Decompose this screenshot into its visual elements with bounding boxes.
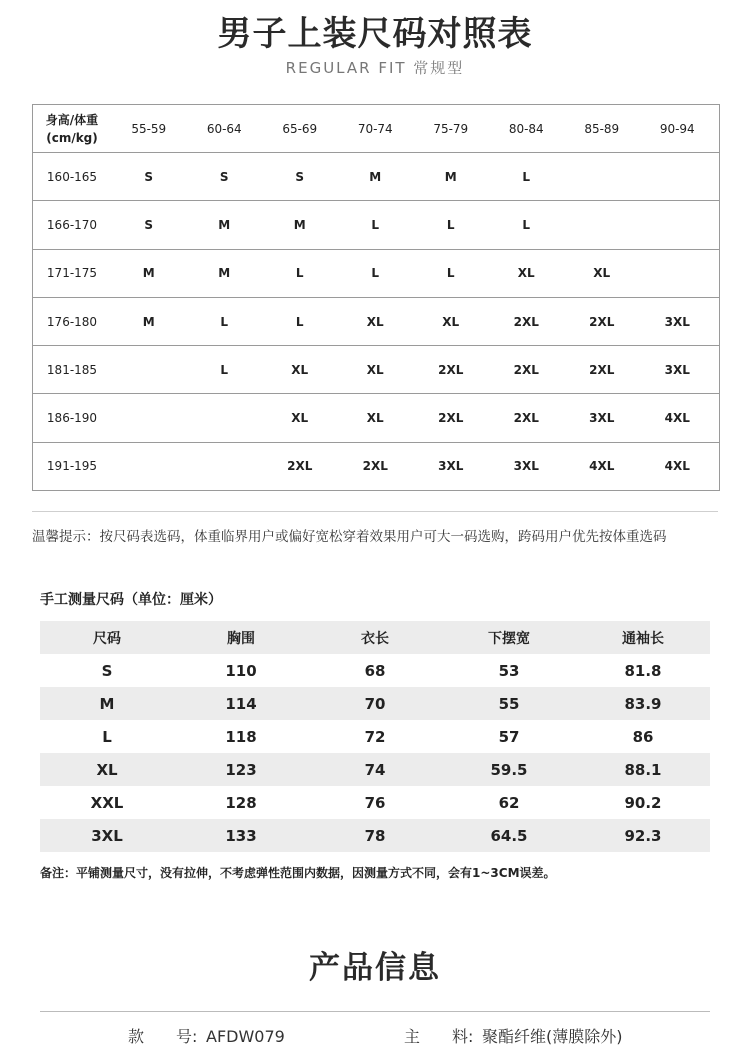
measurement-row [40, 720, 710, 753]
product-info-divider [40, 1011, 710, 1012]
measurement-row [40, 687, 710, 720]
size-cell: M [218, 266, 231, 281]
measurement-header-row [40, 621, 710, 654]
measurement-header: 尺码 [93, 630, 121, 647]
size-cell: XL [291, 362, 309, 377]
size-cell: XL [366, 314, 384, 329]
measurement-cell: 128 [225, 793, 257, 812]
size-chart-row [33, 394, 719, 442]
height-cell: 171-175 [46, 266, 98, 281]
size-cell: XL [366, 362, 384, 377]
main-material [404, 1024, 623, 1047]
measurement-cell: XXL [90, 793, 124, 812]
measurement-cell: 68 [364, 661, 386, 680]
size-cell: 3XL [664, 362, 690, 377]
measurement-cell: L [102, 727, 112, 746]
size-cell: 2XL [589, 362, 615, 377]
size-cell: 2XL [362, 459, 388, 474]
measurement-cell: 81.8 [624, 661, 662, 680]
height-cell: 176-180 [46, 314, 98, 329]
weight-header: 90-94 [659, 121, 695, 136]
measurement-cell: 59.5 [490, 760, 528, 779]
size-cell: 2XL [513, 411, 539, 426]
size-cell: L [446, 266, 455, 281]
measurement-cell: 90.2 [624, 793, 662, 812]
size-cell: XL [366, 411, 384, 426]
model-number [128, 1024, 285, 1047]
size-cell: S [295, 169, 305, 184]
size-cell: L [220, 314, 229, 329]
size-chart-table [32, 104, 720, 491]
weight-header: 65-69 [282, 121, 318, 136]
measurement-cell: 62 [498, 793, 520, 812]
size-cell: S [144, 169, 154, 184]
measurement-cell: 83.9 [624, 694, 662, 713]
measurement-note: 备注：平铺测量尺寸，没有拉伸，不考虑弹性范围内数据，因测量方式不同，会有1~3CM误差。 [40, 866, 556, 880]
size-cell: 3XL [589, 411, 615, 426]
size-chart-row [33, 153, 719, 201]
measurement-cell: 57 [498, 727, 520, 746]
divider [32, 511, 718, 512]
measurement-row [40, 819, 710, 852]
size-chart-row [33, 346, 719, 394]
size-cell: L [522, 217, 531, 232]
material-label: 主 料: [404, 1027, 474, 1046]
size-cell: 2XL [589, 314, 615, 329]
model-value: AFDW079 [206, 1027, 285, 1046]
measurement-cell: 133 [225, 826, 257, 845]
measurement-cell: 70 [364, 694, 386, 713]
measurement-header: 衣长 [361, 630, 389, 647]
height-cell: 186-190 [46, 411, 98, 426]
size-cell: M [293, 217, 306, 232]
measurement-cell: 76 [364, 793, 386, 812]
model-label: 款 号: [128, 1027, 198, 1046]
weight-header: 55-59 [131, 121, 167, 136]
size-cell: M [142, 314, 155, 329]
size-cell: XL [593, 266, 611, 281]
corner-label-line1: 身高/体重 [45, 112, 99, 127]
size-cell: L [220, 362, 229, 377]
size-cell: 2XL [287, 459, 313, 474]
measurement-cell: 114 [225, 694, 257, 713]
size-cell: M [218, 217, 231, 232]
size-chart-body [33, 153, 719, 490]
size-cell: M [369, 169, 382, 184]
height-cell: 166-170 [46, 217, 98, 232]
size-cell: 4XL [664, 411, 690, 426]
measurement-cell: 118 [225, 727, 257, 746]
measurement-header: 通袖长 [622, 630, 664, 647]
size-cell: 4XL [589, 459, 615, 474]
weight-header: 75-79 [433, 121, 469, 136]
size-chart-corner-cell [33, 111, 111, 147]
weight-header: 85-89 [584, 121, 620, 136]
weight-header: 60-64 [206, 121, 242, 136]
size-cell: 2XL [513, 314, 539, 329]
size-chart-row [33, 443, 719, 490]
size-cell: 3XL [438, 459, 464, 474]
size-cell: 2XL [438, 411, 464, 426]
material-value: 聚酯纤维(薄膜除外) [482, 1027, 623, 1046]
measurement-cell: 78 [364, 826, 386, 845]
measurement-cell: 3XL [91, 826, 123, 845]
size-cell: XL [442, 314, 460, 329]
size-cell: 2XL [438, 362, 464, 377]
measurement-row [40, 753, 710, 786]
size-cell: S [219, 169, 229, 184]
size-cell: L [446, 217, 455, 232]
weight-header: 80-84 [508, 121, 544, 136]
size-cell: L [295, 314, 304, 329]
size-cell: L [371, 266, 380, 281]
height-cell: 191-195 [46, 459, 98, 474]
measurement-cell: 74 [364, 760, 386, 779]
measurement-cell: 88.1 [624, 760, 662, 779]
size-chart-header-row [33, 105, 719, 153]
measurement-cell: M [99, 694, 115, 713]
size-chart-row [33, 201, 719, 249]
measurement-body [40, 654, 710, 852]
measurement-cell: 123 [225, 760, 257, 779]
measurement-header: 下摆宽 [488, 630, 530, 647]
weight-header: 70-74 [357, 121, 393, 136]
size-cell: 3XL [664, 314, 690, 329]
size-cell: XL [291, 411, 309, 426]
measurement-title: 手工测量尺码（单位：厘米） [40, 592, 222, 608]
size-cell: 3XL [513, 459, 539, 474]
size-cell: M [142, 266, 155, 281]
measurement-cell: 92.3 [624, 826, 662, 845]
measurement-cell: S [101, 661, 113, 680]
size-chart-row [33, 250, 719, 298]
corner-label-line2: (cm/kg) [46, 130, 98, 145]
product-info-title: 产品信息 [309, 950, 441, 986]
size-cell: 2XL [513, 362, 539, 377]
measurement-cell: 72 [364, 727, 386, 746]
measurement-table [40, 621, 710, 852]
measurement-header: 胸围 [227, 630, 255, 647]
measurement-cell: 64.5 [490, 826, 528, 845]
height-cell: 160-165 [46, 169, 98, 184]
measurement-cell: 110 [225, 661, 257, 680]
size-cell: L [371, 217, 380, 232]
size-chart-row [33, 298, 719, 346]
measurement-row [40, 786, 710, 819]
size-tip: 温馨提示：按尺码表选码，体重临界用户或偏好宽松穿着效果用户可大一码选购，跨码用户优先按体重选码 [32, 529, 667, 545]
size-cell: L [295, 266, 304, 281]
measurement-cell: 86 [632, 727, 654, 746]
measurement-cell: 55 [498, 694, 520, 713]
page-subtitle: REGULAR FIT 常规型 [285, 59, 465, 77]
measurement-row [40, 654, 710, 687]
page-title: 男子上装尺码对照表 [217, 14, 533, 54]
height-cell: 181-185 [46, 362, 98, 377]
measurement-cell: XL [96, 760, 118, 779]
size-cell: M [444, 169, 457, 184]
size-cell: XL [517, 266, 535, 281]
size-cell: S [144, 217, 154, 232]
measurement-cell: 53 [498, 661, 520, 680]
size-cell: 4XL [664, 459, 690, 474]
size-cell: L [522, 169, 531, 184]
